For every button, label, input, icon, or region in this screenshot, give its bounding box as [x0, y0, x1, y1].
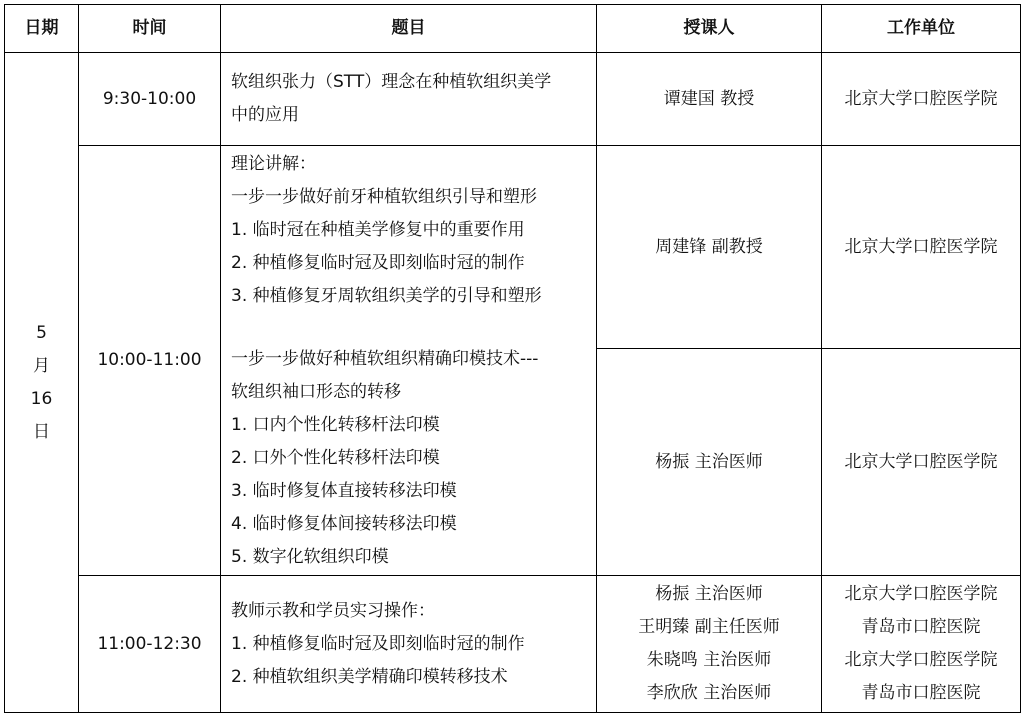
session2-part1-unit: 北京大学口腔医学院 [822, 146, 1021, 349]
session2-part2-lecturer: 杨振 主治医师 [597, 349, 822, 576]
topic-line: 中的应用 [231, 105, 299, 125]
header-lecturer: 授课人 [597, 5, 822, 53]
date-cell [5, 53, 79, 713]
topic-line: 2. 种植修复临时冠及即刻临时冠的制作 [231, 252, 525, 273]
topic-line: 3. 临时修复体直接转移法印模 [231, 480, 457, 501]
session1-time: 9:30-10:00 [79, 53, 221, 146]
topic-line: 4. 临时修复体间接转移法印模 [231, 513, 457, 534]
lecturer-name: 朱晓鸣 主治医师 [646, 650, 772, 670]
session1-topic [221, 53, 597, 146]
unit-name: 北京大学口腔医学院 [844, 650, 998, 670]
date-day-number: 16 [30, 388, 53, 409]
session3-topic [221, 576, 597, 713]
session2-part1-lecturer: 周建锋 副教授 [597, 146, 822, 349]
session1-unit: 北京大学口腔医学院 [822, 53, 1021, 146]
topic-line: 5. 数字化软组织印模 [231, 546, 389, 567]
unit-name: 青岛市口腔医院 [861, 683, 981, 703]
table-row [5, 576, 1021, 713]
table-row [5, 146, 1021, 349]
header-row [5, 5, 1021, 53]
lecturer-name: 杨振 主治医师 [655, 584, 763, 604]
lecturer-name: 李欣欣 主治医师 [646, 683, 772, 703]
topic-line: 2. 种植软组织美学精确印模转移技术 [231, 666, 508, 687]
unit-name: 北京大学口腔医学院 [844, 584, 998, 604]
table-row [5, 53, 1021, 146]
topic-line: 1. 口内个性化转移杆法印模 [231, 414, 440, 435]
session3-time: 11:00-12:30 [79, 576, 221, 713]
date-day-char: 日 [33, 421, 50, 442]
header-topic: 题目 [221, 5, 597, 53]
topic-line: 教师示教和学员实习操作： [231, 600, 435, 621]
session1-lecturer: 谭建国 教授 [597, 53, 822, 146]
schedule-table [4, 4, 1021, 713]
topic-line: 2. 口外个性化转移杆法印模 [231, 447, 440, 468]
topic-spacer [231, 313, 590, 343]
unit-name: 青岛市口腔医院 [861, 617, 981, 637]
topic-line: 1. 种植修复临时冠及即刻临时冠的制作 [231, 633, 525, 654]
lecturer-name: 王明臻 副主任医师 [638, 617, 780, 637]
date-month-number: 5 [36, 322, 47, 343]
topic-line: 3. 种植修复牙周软组织美学的引导和塑形 [231, 285, 542, 306]
topic-line: 一步一步做好种植软组织精确印模技术--- [231, 348, 539, 369]
header-time: 时间 [79, 5, 221, 53]
topic-line: 软组织袖口形态的转移 [231, 381, 401, 402]
topic-line: 1. 临时冠在种植美学修复中的重要作用 [231, 219, 525, 240]
session2-time: 10:00-11:00 [79, 146, 221, 576]
session3-units [822, 576, 1021, 713]
session2-part2-unit: 北京大学口腔医学院 [822, 349, 1021, 576]
header-unit: 工作单位 [822, 5, 1021, 53]
header-date: 日期 [5, 5, 79, 53]
session3-lecturers [597, 576, 822, 713]
date-month-char: 月 [33, 355, 50, 376]
topic-line: 软组织张力（STT）理念在种植软组织美学 [231, 72, 552, 92]
topic-line: 理论讲解： [231, 153, 316, 174]
session2-topic [221, 146, 597, 576]
topic-line: 一步一步做好前牙种植软组织引导和塑形 [231, 186, 537, 207]
